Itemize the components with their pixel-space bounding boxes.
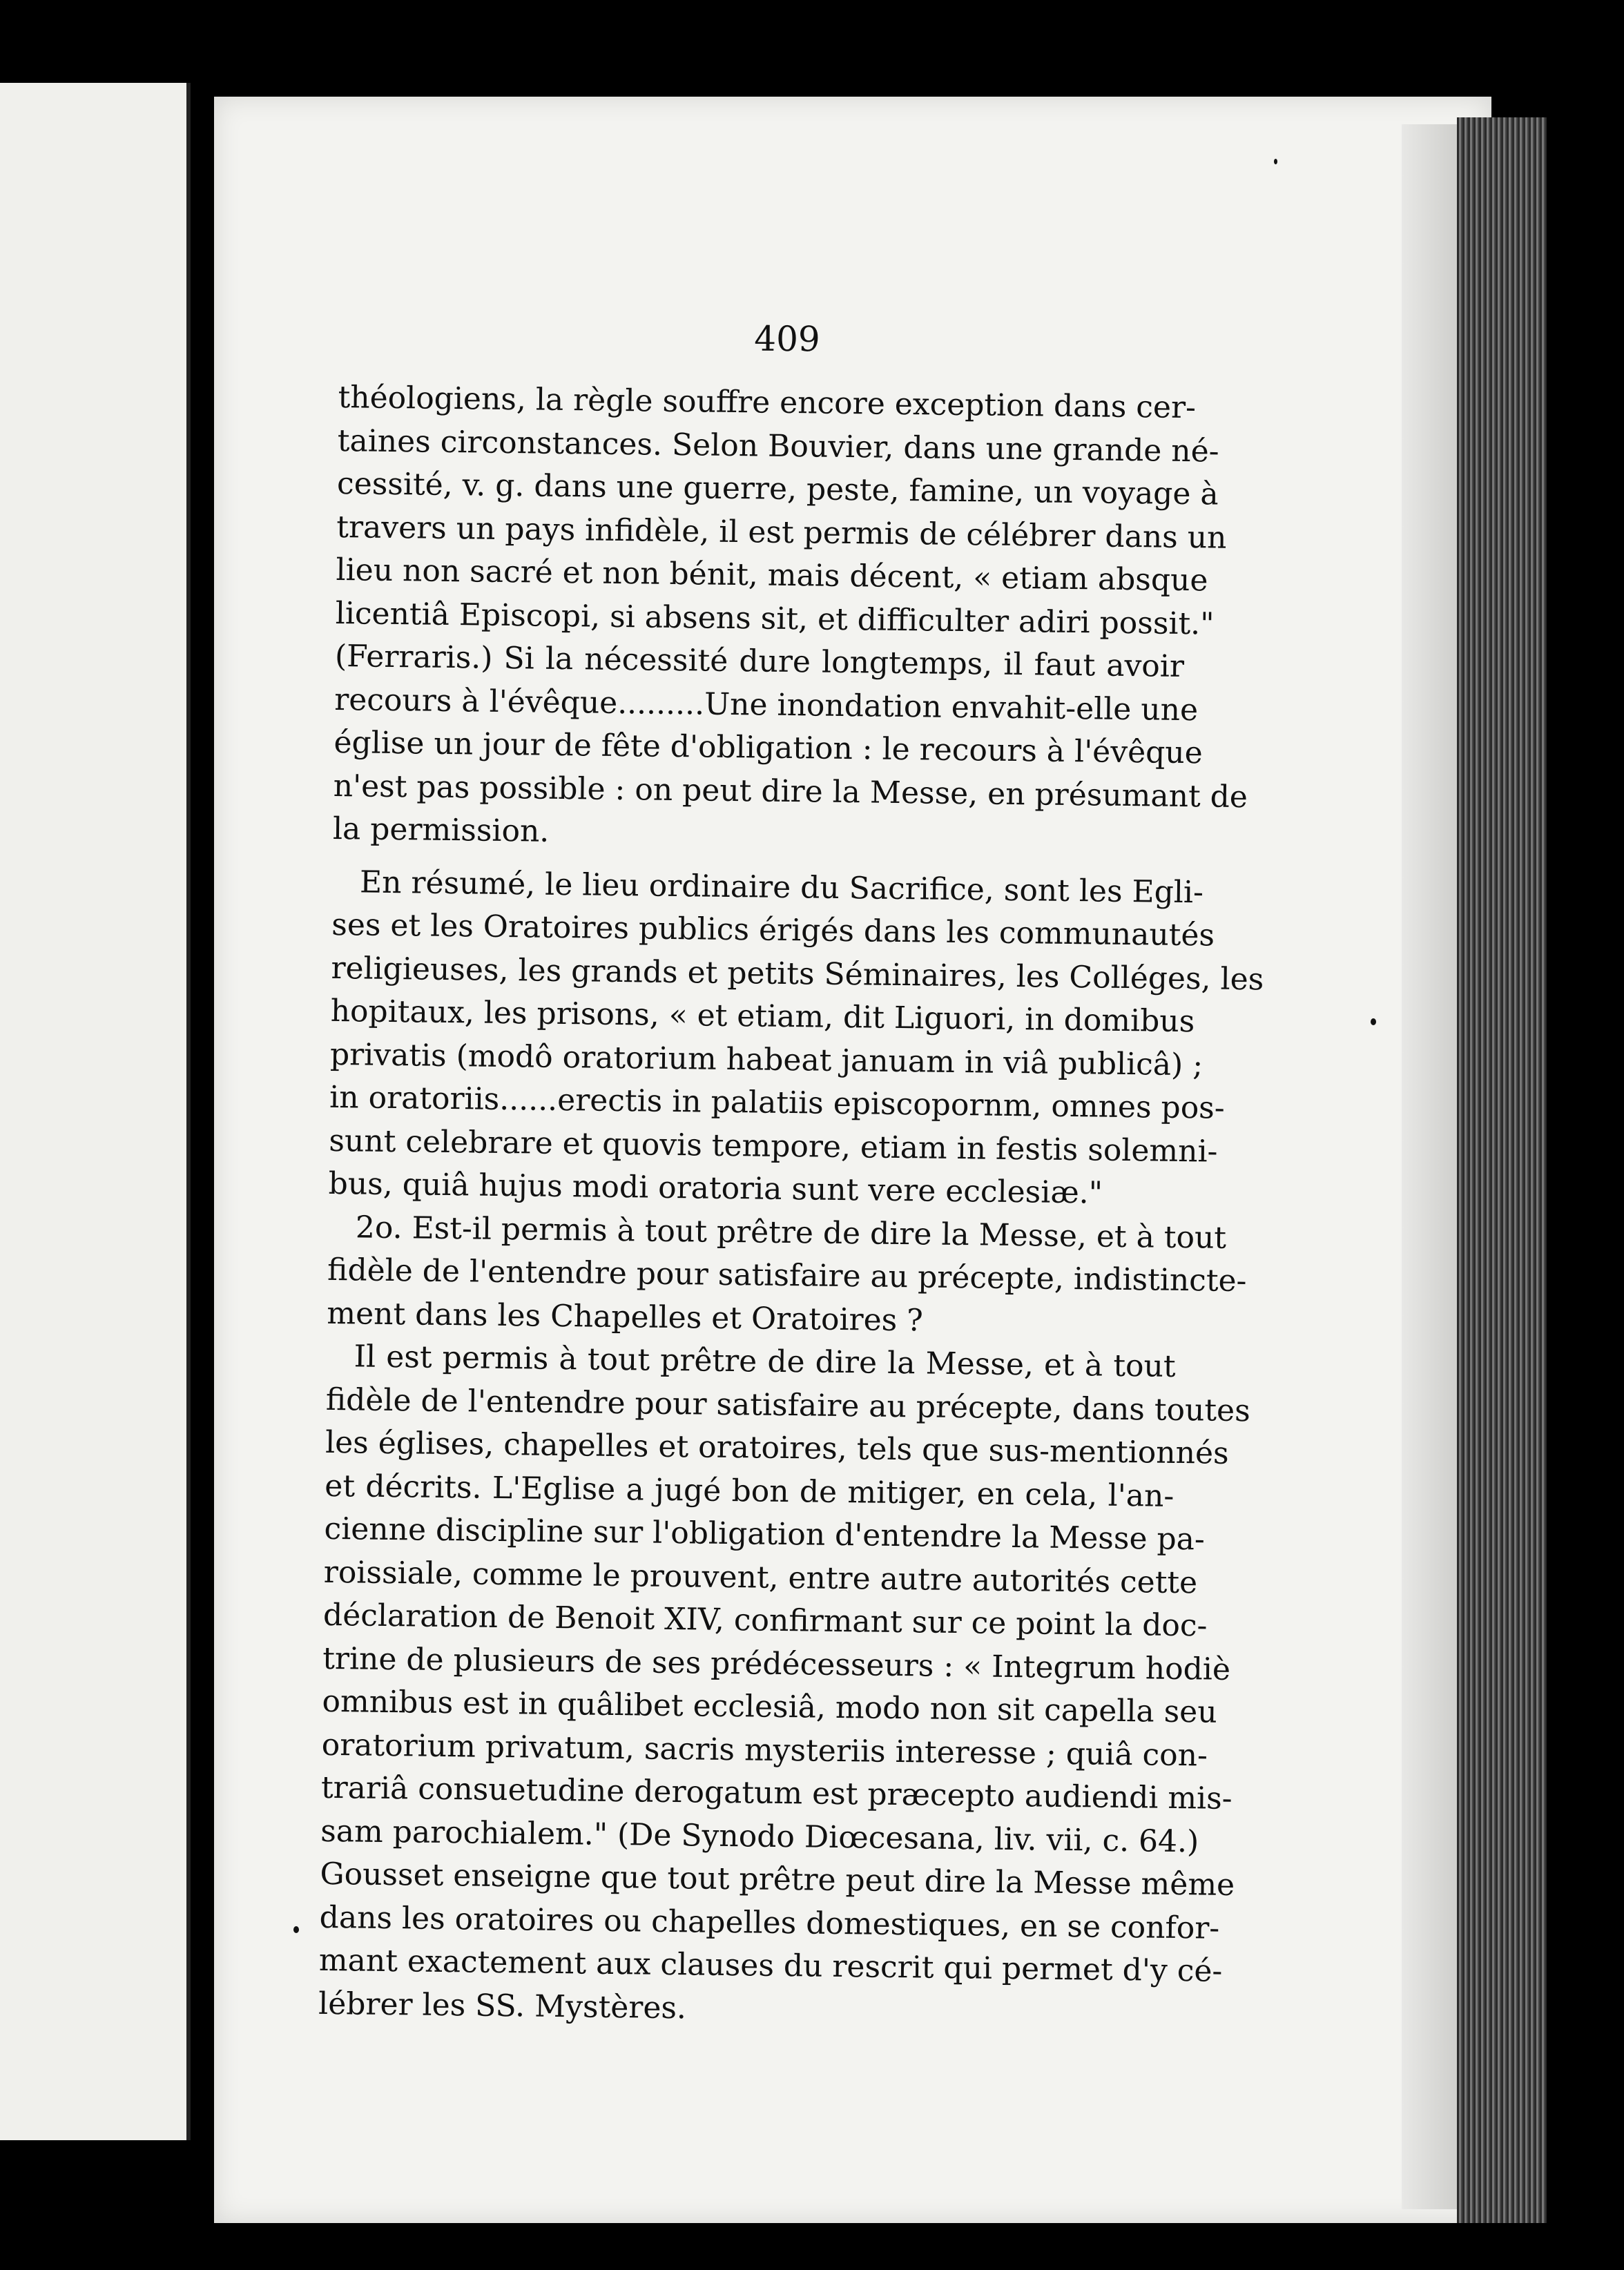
text-line: cienne discipline sur l'obligation d'entendre la Messe pa-: [324, 1511, 1206, 1558]
paragraph-1: [332, 376, 1248, 861]
paragraph-3-question: [327, 1205, 1247, 1346]
text-line: théologiens, la règle souffre encore exception dans cer-: [338, 379, 1197, 426]
text-line: recours à l'évêque.........Une inondation envahit-elle une: [334, 681, 1199, 728]
text-line: dans les oratoires ou chapelles domestiques, en se confor-: [319, 1899, 1220, 1946]
page-gutter-shadow: [1402, 124, 1457, 2209]
page-number: 409: [754, 318, 820, 360]
facing-page-edge: [0, 83, 191, 2140]
text-line: Gousset enseigne que tout prêtre peut dire la Messe même: [320, 1856, 1235, 1903]
text-line: roissiale, comme le prouvent, entre autre autorités cette: [323, 1554, 1198, 1600]
text-line: cessité, v. g. dans une guerre, peste, famine, un voyage à: [336, 465, 1219, 512]
text-line: sam parochialem." (De Synodo Diœcesana, liv. vii, c. 64.): [320, 1813, 1199, 1859]
text-line: religieuses, les grands et petits Séminaires, les Colléges, les: [331, 950, 1264, 997]
text-line: in oratoriis......erectis in palatiis episcopornm, omnes pos-: [329, 1079, 1226, 1126]
text-line: ses et les Oratoires publics érigés dans les communautés: [331, 906, 1215, 953]
paragraph-4: [318, 1335, 1251, 2036]
text-line: taines circonstances. Selon Bouvier, dans une grande né-: [337, 423, 1219, 469]
text-line: lieu non sacré et non bénit, mais décent, « etiam absque: [336, 552, 1208, 599]
text-line: ment dans les Chapelles et Oratoires ?: [327, 1295, 924, 1338]
text-line: omnibus est in quâlibet ecclesiâ, modo non sit capella seu: [322, 1683, 1217, 1730]
text-line: Il est permis à tout prêtre de dire la Messe, et à tout: [354, 1339, 1176, 1384]
text-line: (Ferraris.) Si la nécessité dure longtemps, il faut avoir: [334, 638, 1185, 684]
text-line: privatis (modô oratorium habeat januam in viâ publicâ) ;: [329, 1036, 1204, 1083]
paragraph-2: [328, 860, 1264, 1216]
text-line: mant exactement aux clauses du rescrit qui permet d'y cé-: [318, 1942, 1223, 1989]
text-line: bus, quiâ hujus modi oratoria sunt vere ecclesiæ.": [328, 1165, 1103, 1211]
text-line: trariâ consuetudine derogatum est præcepto audiendi mis-: [320, 1769, 1232, 1816]
text-line: fidèle de l'entendre pour satisfaire au précepte, dans toutes: [325, 1381, 1251, 1428]
text-line: déclaration de Benoit XIV, confirmant sur ce point la doc-: [322, 1597, 1208, 1644]
text-line: lébrer les SS. Mystères.: [318, 1986, 687, 2026]
book-page-edges: [1457, 117, 1547, 2223]
text-line: licentiâ Episcopi, si absens sit, et difficulter adiri possit.": [335, 595, 1215, 642]
text-line: 2o. Est-il permis à tout prêtre de dire la Messe, et à tout: [355, 1209, 1227, 1256]
text-line: les églises, chapelles et oratoires, tels que sus-mentionnés: [325, 1424, 1229, 1471]
text-line: travers un pays infidèle, il est permis de célébrer dans un: [336, 509, 1227, 556]
text-line: église un jour de fête d'obligation : le recours à l'évêque: [334, 724, 1204, 771]
text-line: n'est pas possible : on peut dire la Messe, en présumant de: [333, 768, 1248, 815]
text-line: hopitaux, les prisons, « et etiam, dit Liguori, in domibus: [330, 993, 1195, 1040]
text-line: la permission.: [332, 811, 550, 849]
text-line: sunt celebrare et quovis tempore, etiam in festis solemni-: [329, 1123, 1218, 1170]
text-line: et décrits. L'Eglise a jugé bon de mitiger, en cela, l'an-: [325, 1468, 1174, 1514]
text-line: trine de plusieurs de ses prédécesseurs : « Integrum hodiè: [322, 1640, 1231, 1687]
text-line: oratorium privatum, sacris mysteriis interesse ; quiâ con-: [321, 1727, 1208, 1774]
page-body-text: [318, 376, 1264, 2036]
text-line: En résumé, le lieu ordinaire du Sacrifice, sont les Egli-: [359, 864, 1204, 910]
text-line: fidèle de l'entendre pour satisfaire au précepte, indistincte-: [327, 1252, 1247, 1299]
